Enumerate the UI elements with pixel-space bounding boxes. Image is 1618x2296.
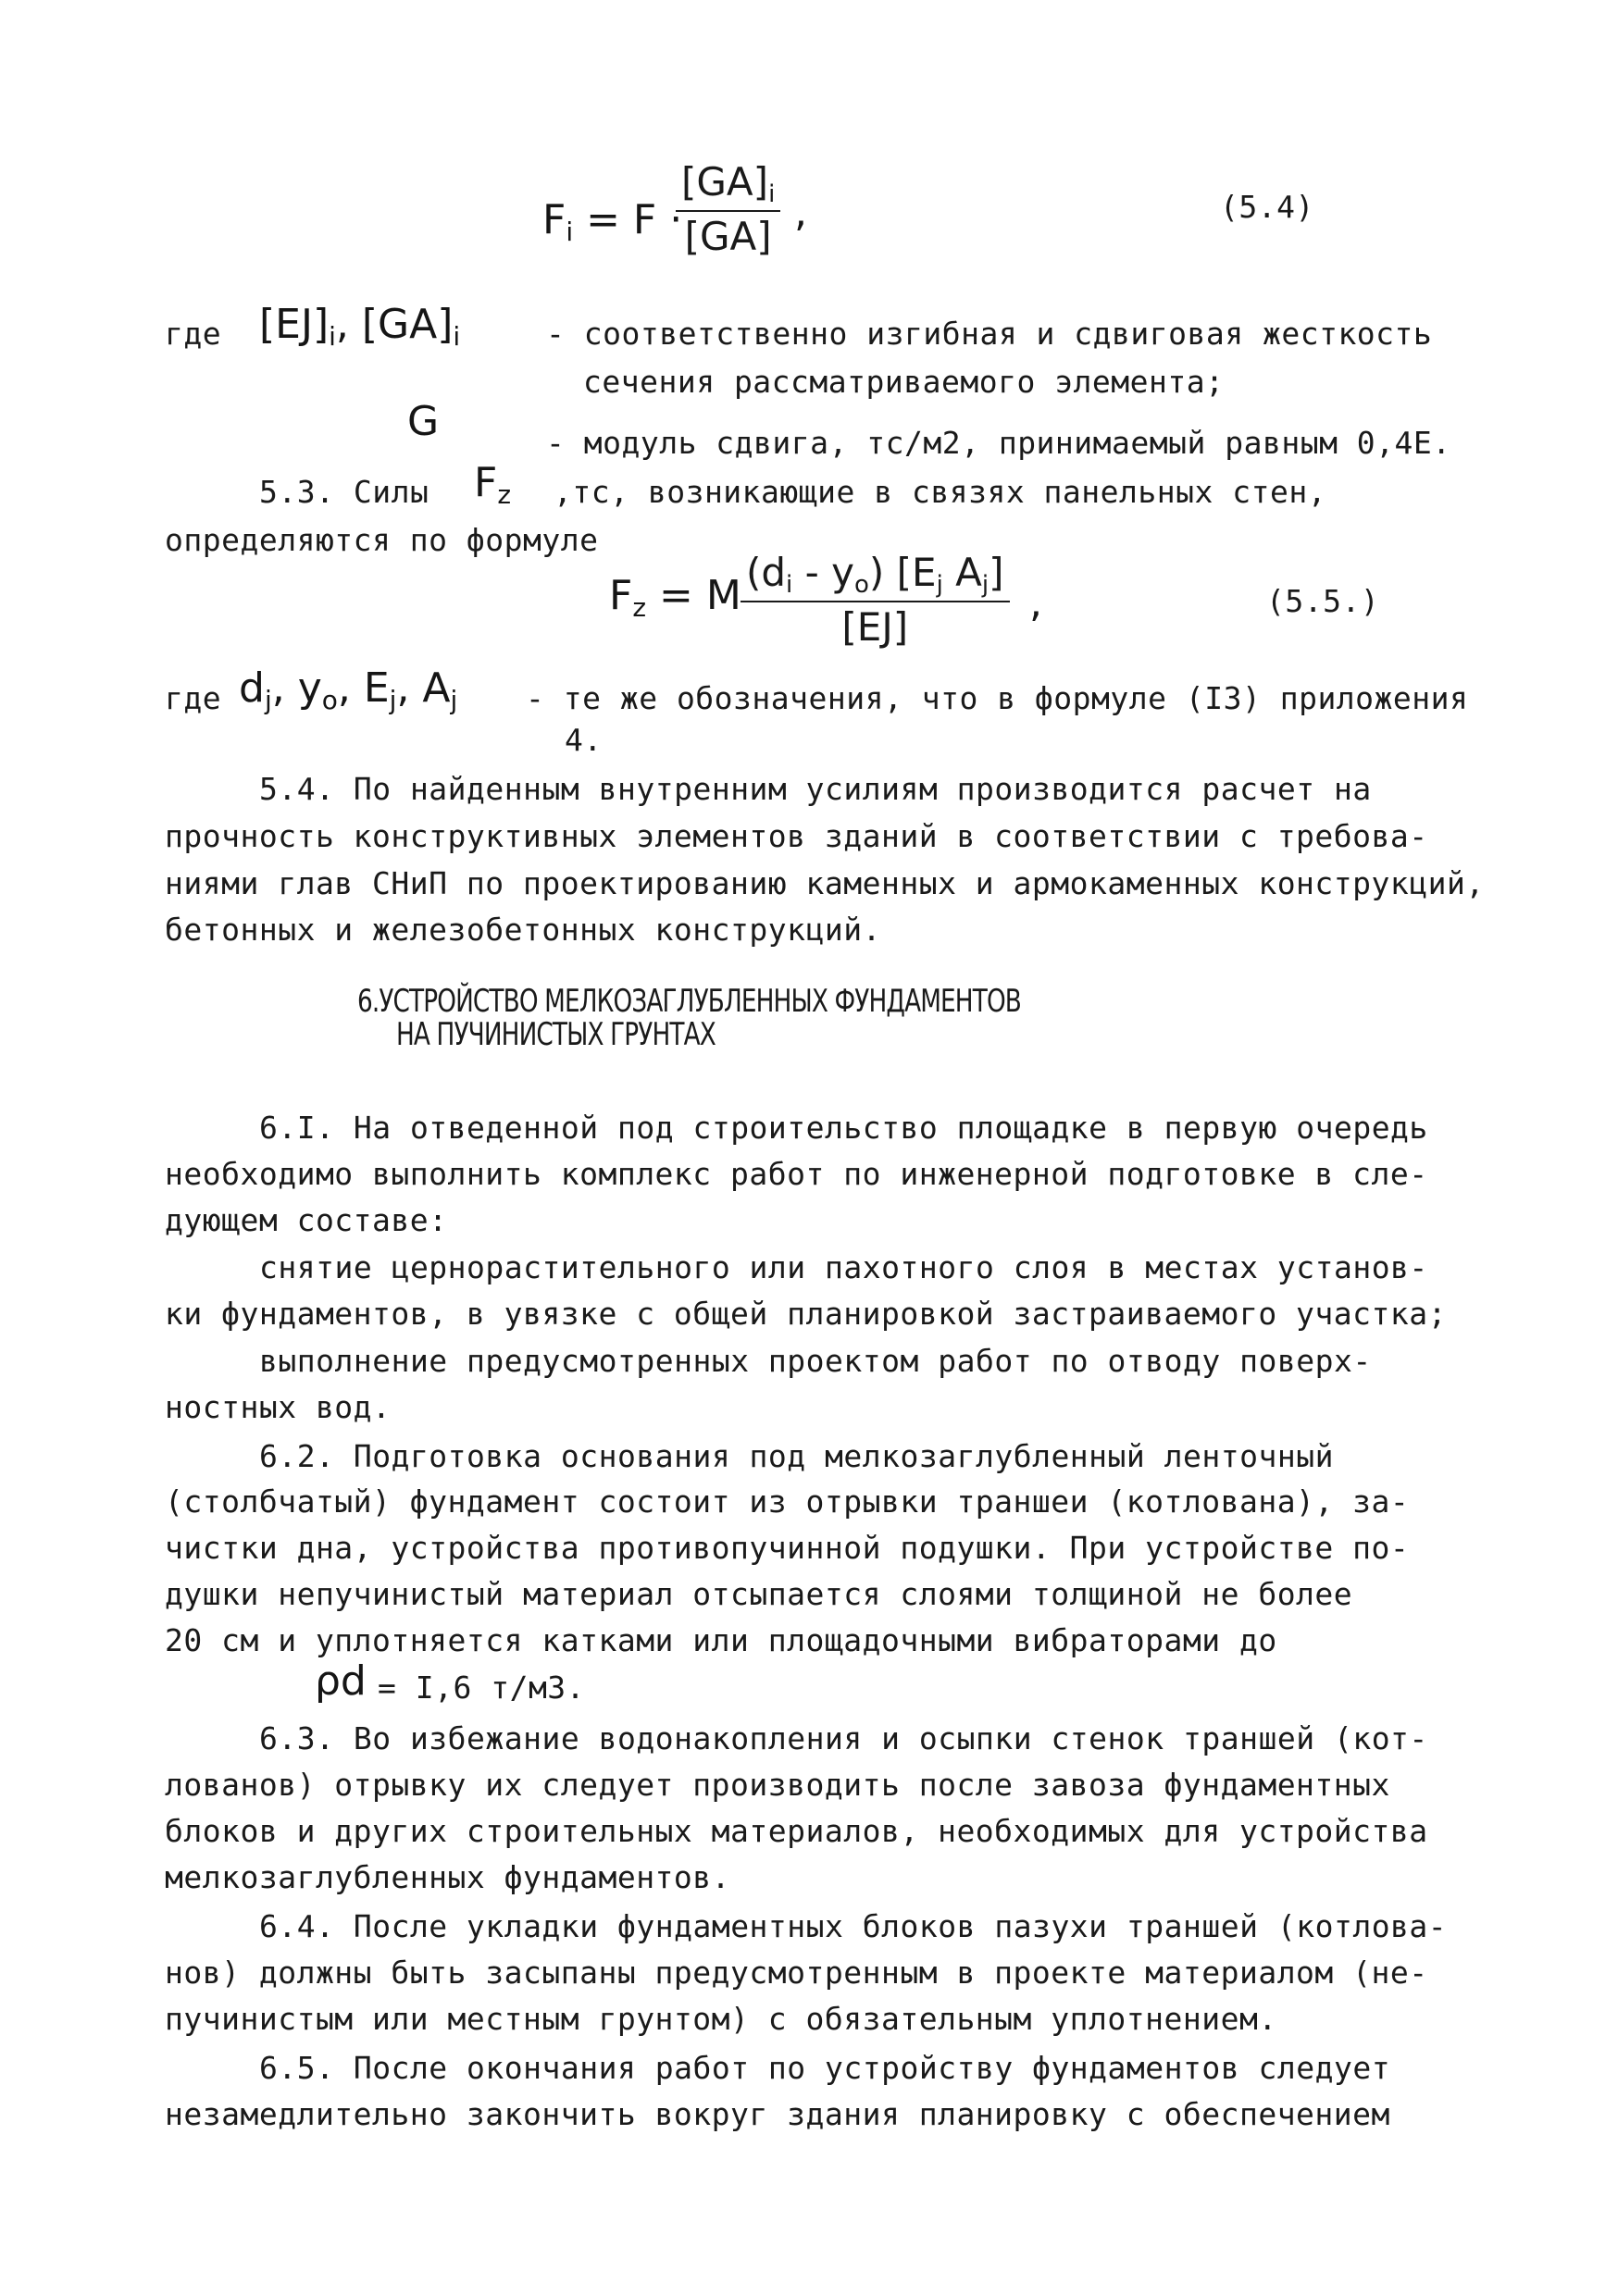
- p61-line-4: снятие цернорастительного или пахотного слоя в местах установ-: [259, 1249, 1428, 1285]
- formula-5-4-comma: ,: [794, 189, 807, 236]
- section-heading-line-2: НА ПУЧИНИСТЫХ ГРУНТАХ: [396, 1016, 716, 1053]
- rho-value: = I,6 т/м3.: [378, 1669, 586, 1706]
- p65-line-2: незамедлительно закончить вокруг здания планировку с обеспечением: [165, 2096, 1390, 2132]
- where-text-1a: - соответственно изгибная и сдвиговая жесткость: [546, 316, 1433, 352]
- p61-line-7: ностных вод.: [165, 1389, 392, 1425]
- p53-line1a: 5.3. Силы: [259, 474, 429, 510]
- rho-symbol: ρd: [315, 1657, 367, 1705]
- where-text-1b: сечения рассматриваемого элемента;: [583, 364, 1225, 400]
- formula-5-5-fraction: $\frac{(d_i - y_o) [E_j A_j]}{[EJ]}$: [741, 550, 1010, 650]
- p54-line-4: бетонных и железобетонных конструкций.: [165, 912, 881, 948]
- formula-5-5-lhs: $F_z = M$: [609, 572, 741, 623]
- where-text-3a: - те же обозначения, что в формуле (I3) приложения: [526, 680, 1469, 716]
- p64-line-3: пучинистым или местным грунтом) с обязательным уплотнением.: [165, 2001, 1277, 2037]
- p54-line-2: прочность конструктивных элементов зданий в соответствии с требова-: [165, 818, 1428, 854]
- p62-line-2: (столбчатый) фундамент состоит из отрывки траншеи (котлована), за-: [165, 1483, 1410, 1520]
- section-heading-line-1: 6.УСТРОЙСТВО МЕЛКОЗАГЛУБЛЕННЫХ ФУНДАМЕНТОВ: [357, 983, 1021, 1020]
- p54-line-3: ниями глав СНиП по проектированию каменных и армокаменных конструкций,: [165, 865, 1485, 901]
- p63-line-1: 6.3. Во избежание водонакопления и осыпки стенок траншей (кот-: [259, 1720, 1428, 1756]
- p65-line-1: 6.5. После окончания работ по устройству фундаментов следует: [259, 2050, 1391, 2086]
- p54-line-1: 5.4. По найденным внутренним усилиям производится расчет на: [259, 771, 1372, 807]
- p62-line-5: 20 см и уплотняется катками или площадочными вибраторами до: [165, 1622, 1277, 1658]
- p61-line-6: выполнение предусмотренных проектом работ по отводу поверх-: [259, 1343, 1372, 1379]
- p63-line-4: мелкозаглубленных фундаментов.: [165, 1859, 731, 1895]
- where-text-3b: 4.: [565, 722, 603, 758]
- p61-line-3: дующем составе:: [165, 1202, 448, 1238]
- p63-line-2: лованов) отрывку их следует производить после завоза фундаментных: [165, 1767, 1390, 1803]
- where-word-3: где: [165, 680, 222, 716]
- p63-line-3: блоков и других строительных материалов, необходимых для устройства: [165, 1813, 1428, 1849]
- where-symbols-3: $d_j$, $y_o$, $E_j$, $A_j$: [239, 664, 458, 715]
- where-symbols-1: $[EJ]_i$, $[GA]_i$: [259, 301, 461, 352]
- p53-line2: определяются по формуле: [165, 522, 599, 558]
- formula-5-5-comma: ,: [1029, 579, 1042, 627]
- p61-line-2: необходимо выполнить комплекс работ по инженерной подготовке в сле-: [165, 1156, 1428, 1192]
- where-word-1: где: [165, 316, 222, 352]
- formula-5-5-number: (5.5.): [1266, 583, 1380, 619]
- p53-symbol: $F_z$: [474, 459, 512, 510]
- where-symbol-g: G: [407, 398, 440, 445]
- p64-line-2: нов) должны быть засыпаны предусмотренным в проекте материалом (не-: [165, 1955, 1428, 1991]
- formula-5-4-number: (5.4): [1220, 189, 1314, 225]
- p62-line-4: душки непучинистый материал отсыпается слоями толщиной не более: [165, 1576, 1353, 1612]
- p64-line-1: 6.4. После укладки фундаментных блоков пазухи траншей (котлова-: [259, 1908, 1448, 1944]
- p61-line-1: 6.I. На отведенной под строительство площадке в первую очередь: [259, 1110, 1428, 1146]
- p53-line1b: ,тс, возникающие в связях панельных стен,: [554, 474, 1327, 510]
- formula-5-4-fraction: $\frac{[GA]_i}{[GA]}$: [676, 159, 780, 259]
- p61-line-5: ки фундаментов, в увязке с общей планировкой застраиваемого участка;: [165, 1296, 1448, 1332]
- p62-line-3: чистки дна, устройства противопучинной подушки. При устройстве по-: [165, 1530, 1410, 1566]
- formula-5-4-lhs: $F_i = F$ ·: [542, 196, 683, 247]
- where-text-2: - модуль сдвига, тс/м2, принимаемый равным 0,4Е.: [546, 425, 1451, 461]
- p62-line-1: 6.2. Подготовка основания под мелкозаглубленный ленточный: [259, 1438, 1334, 1474]
